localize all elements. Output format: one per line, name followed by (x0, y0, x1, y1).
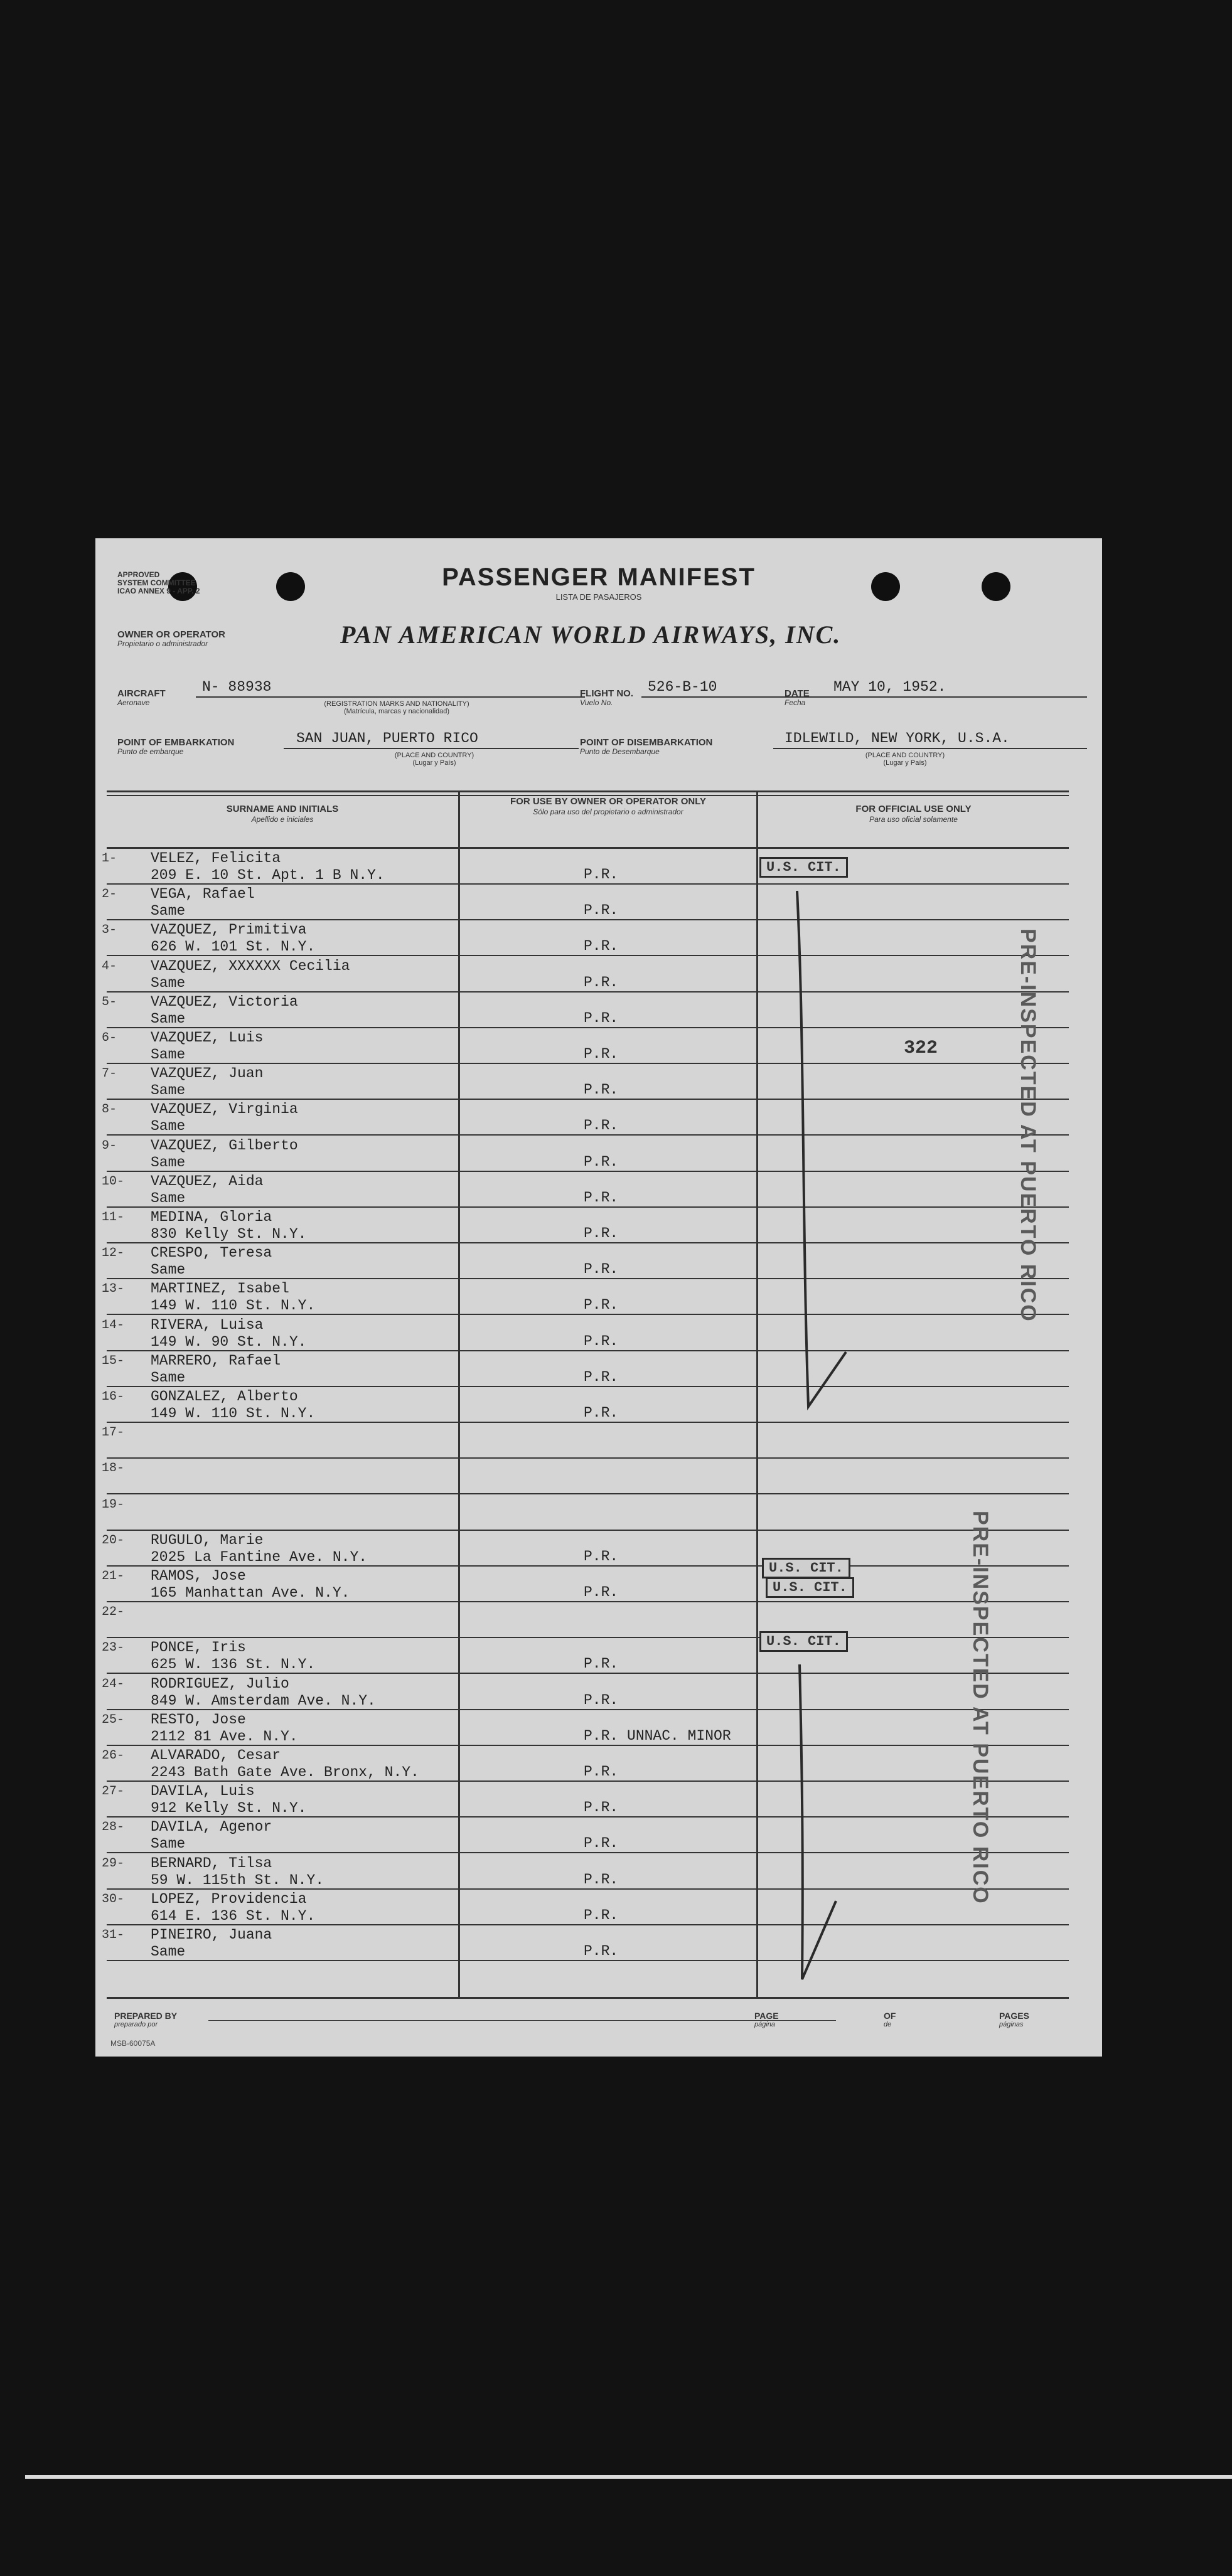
row-number: 4- (102, 959, 117, 974)
passenger-address: Same (151, 1154, 186, 1171)
passenger-name: GONZALEZ, Alberto (151, 1388, 298, 1405)
operator-note: P.R. (584, 1333, 619, 1349)
operator-note: P.R. (584, 1764, 619, 1780)
passenger-address: 149 W. 110 St. N.Y. (151, 1297, 316, 1314)
operator-note: P.R. (584, 1943, 619, 1959)
operator-note: P.R. (584, 1117, 619, 1134)
passenger-name: ALVARADO, Cesar (151, 1747, 281, 1764)
us-citizen-stamp: U.S. CIT. (762, 1558, 850, 1578)
operator-note: P.R. (584, 1656, 619, 1673)
embarkation-label: POINT OF EMBARKATION Punto de embarque (117, 737, 235, 756)
row-number: 21- (102, 1569, 125, 1583)
row-number: 27- (102, 1784, 125, 1799)
manifest-title: PASSENGER MANIFEST (442, 563, 756, 591)
operator-note: P.R. (584, 1082, 619, 1099)
disembarkation-label: POINT OF DISEMBARKATION Punto de Desembarque (580, 737, 713, 756)
flight-value: 526-B-10 (648, 679, 717, 695)
of-label: OF de (884, 2011, 896, 2028)
row-number: 26- (102, 1748, 125, 1763)
row-number: 20- (102, 1533, 125, 1548)
passenger-name: LOPEZ, Providencia (151, 1890, 307, 1907)
row-number: 16- (102, 1390, 125, 1404)
passenger-name: MEDINA, Gloria (151, 1209, 272, 1225)
row-number: 8- (102, 1102, 117, 1117)
airline-name: PAN AMERICAN WORLD AIRWAYS, INC. (340, 620, 842, 649)
column-header-owner: FOR USE BY OWNER OR OPERATOR ONLY Sólo para uso del propietario o administrador (510, 796, 706, 816)
passenger-name: RIVERA, Luisa (151, 1316, 264, 1333)
passenger-name: MARTINEZ, Isabel (151, 1280, 289, 1297)
pencil-bracket (800, 1664, 836, 1979)
row-number: 30- (102, 1892, 125, 1907)
passenger-name: VAZQUEZ, Victoria (151, 993, 298, 1010)
approval-line: ICAO ANNEX 9 - APP. 2 (117, 587, 200, 595)
passenger-name: VAZQUEZ, Primitiva (151, 922, 307, 939)
manifest-page (95, 538, 1102, 2057)
row-number: 13- (102, 1282, 125, 1297)
passenger-address: Same (151, 1944, 186, 1960)
passenger-address: Same (151, 974, 186, 991)
row-number: 5- (102, 994, 117, 1009)
passenger-address: 849 W. Amsterdam Ave. N.Y. (151, 1692, 376, 1709)
passenger-address: Same (151, 1010, 186, 1027)
row-number: 29- (102, 1856, 125, 1871)
operator-note: P.R. (584, 866, 619, 883)
aircraft-label: AIRCRAFT Aeronave (117, 688, 166, 707)
row-number: 12- (102, 1246, 125, 1261)
passenger-address: Same (151, 1369, 186, 1386)
date-underline (823, 696, 1087, 698)
passenger-address: 59 W. 115th St. N.Y. (151, 1871, 324, 1888)
preinspected-stamp: PRE-INSPECTED AT PUERTO RICO (968, 1511, 992, 1905)
operator-note: P.R. (584, 1153, 619, 1170)
passenger-name: VAZQUEZ, Juan (151, 1065, 264, 1082)
row-number: 3- (102, 923, 117, 938)
operator-note: P.R. UNNAC. MINOR (584, 1727, 731, 1744)
operator-note: P.R. (584, 1835, 619, 1852)
pencil-number: 322 (904, 1038, 938, 1059)
passenger-address: 614 E. 136 St. N.Y. (151, 1907, 316, 1924)
column-header-surname: SURNAME AND INITIALS Apellido e iniciales (226, 804, 339, 824)
passenger-name: MARRERO, Rafael (151, 1352, 281, 1369)
row-number: 19- (102, 1497, 125, 1512)
row-number: 17- (102, 1425, 125, 1440)
aircraft-underline (196, 696, 585, 698)
operator-note: P.R. (584, 1405, 619, 1421)
operator-note: P.R. (584, 1297, 619, 1314)
passenger-name: PONCE, Iris (151, 1639, 246, 1656)
row-number: 7- (102, 1067, 117, 1082)
operator-note: P.R. (584, 1907, 619, 1924)
row-number: 1- (102, 851, 117, 866)
passenger-table (102, 790, 1069, 1999)
row-number: 25- (102, 1712, 125, 1727)
operator-note: P.R. (584, 1261, 619, 1278)
pencil-bracket (797, 891, 846, 1407)
disembarkation-place-note: (PLACE AND COUNTRY) (Lugar y País) (865, 752, 945, 767)
passenger-name: VAZQUEZ, Gilberto (151, 1137, 298, 1154)
operator-note: P.R. (584, 1368, 619, 1385)
passenger-address: Same (151, 1262, 186, 1279)
passenger-name: VAZQUEZ, Luis (151, 1030, 264, 1046)
owner-label: OWNER OR OPERATOR Propietario o administrador (117, 629, 225, 648)
prepared-by-label: PREPARED BY preparado por (114, 2011, 178, 2028)
operator-note: P.R. (584, 1225, 619, 1242)
column-header-official: FOR OFFICIAL USE ONLY Para uso oficial solamente (855, 804, 972, 824)
passenger-address: 2112 81 Ave. N.Y. (151, 1728, 298, 1745)
flight-label: FLIGHT NO. Vuelo No. (580, 688, 633, 707)
passenger-address: 625 W. 136 St. N.Y. (151, 1656, 316, 1673)
pages-label: PAGES páginas (999, 2011, 1029, 2028)
passenger-address: Same (151, 1046, 186, 1063)
passenger-name: CRESPO, Teresa (151, 1245, 272, 1262)
row-number: 6- (102, 1031, 117, 1045)
passenger-name: VAZQUEZ, XXXXXX Cecilia (151, 957, 350, 974)
passenger-address: 149 W. 110 St. N.Y. (151, 1405, 316, 1422)
operator-note: P.R. (584, 1584, 619, 1600)
us-citizen-stamp: U.S. CIT. (766, 1577, 854, 1598)
preinspected-stamp: PRE-INSPECTED AT PUERTO RICO (1016, 929, 1040, 1323)
row-number: 11- (102, 1210, 125, 1225)
approval-line: APPROVED (117, 570, 160, 579)
embarkation-place-note: (PLACE AND COUNTRY) (Lugar y País) (394, 752, 474, 767)
operator-note: P.R. (584, 1189, 619, 1206)
row-number: 18- (102, 1461, 125, 1476)
page-label: PAGE página (754, 2011, 779, 2028)
date-value: MAY 10, 1952. (833, 679, 946, 695)
row-number: 28- (102, 1820, 125, 1835)
passenger-address: 149 W. 90 St. N.Y. (151, 1333, 307, 1350)
passenger-address: 912 Kelly St. N.Y. (151, 1800, 307, 1817)
disembarkation-value: IDLEWILD, NEW YORK, U.S.A. (785, 730, 1010, 747)
flight-underline (641, 696, 842, 698)
passenger-name: VAZQUEZ, Virginia (151, 1101, 298, 1118)
operator-note: P.R. (584, 1548, 619, 1565)
passenger-address: 2025 La Fantine Ave. N.Y. (151, 1548, 368, 1565)
operator-note: P.R. (584, 1009, 619, 1026)
passenger-address: 830 Kelly St. N.Y. (151, 1226, 307, 1242)
approval-line: SYSTEM COMMITTEE (117, 578, 196, 587)
passenger-address: 626 W. 101 St. N.Y. (151, 939, 316, 955)
passenger-address: 209 E. 10 St. Apt. 1 B N.Y. (151, 867, 385, 883)
passenger-address: Same (151, 1082, 186, 1099)
registration-note: (REGISTRATION MARKS AND NATIONALITY) (Matrícula, marcas y nacionalidad) (324, 700, 469, 715)
row-number: 31- (102, 1928, 125, 1942)
passenger-name: PINEIRO, Juana (151, 1927, 272, 1943)
form-number: MSB-60075A (110, 2039, 156, 2048)
passenger-address: Same (151, 1836, 186, 1853)
row-number: 9- (102, 1138, 117, 1153)
passenger-name: VAZQUEZ, Aida (151, 1173, 264, 1190)
pencil-check-marks (107, 790, 1069, 1999)
operator-note: P.R. (584, 1799, 619, 1816)
operator-note: P.R. (584, 974, 619, 991)
passenger-name: DAVILA, Agenor (151, 1819, 272, 1836)
operator-note: P.R. (584, 1046, 619, 1062)
aircraft-value: N- 88938 (202, 679, 272, 695)
passenger-address: Same (151, 1118, 186, 1135)
row-number: 23- (102, 1641, 125, 1656)
date-label: DATE Fecha (785, 688, 810, 707)
disembarkation-underline (773, 748, 1087, 749)
operator-note: P.R. (584, 938, 619, 955)
embarkation-underline (284, 748, 579, 749)
operator-note: P.R. (584, 902, 619, 919)
passenger-name: DAVILA, Luis (151, 1783, 255, 1800)
passenger-address: Same (151, 903, 186, 920)
passenger-address: Same (151, 1190, 186, 1206)
passenger-address: 2243 Bath Gate Ave. Bronx, N.Y. (151, 1764, 419, 1780)
operator-note: P.R. (584, 1871, 619, 1888)
row-number: 14- (102, 1317, 125, 1333)
prepared-by-line (208, 2020, 836, 2021)
passenger-name: RUGULO, Marie (151, 1531, 264, 1548)
passenger-name: RESTO, Jose (151, 1711, 246, 1728)
row-number: 2- (102, 887, 117, 902)
manifest-subtitle: LISTA DE PASAJEROS (555, 592, 642, 602)
passenger-name: RAMOS, Jose (151, 1568, 246, 1584)
passenger-name: BERNARD, Tilsa (151, 1855, 272, 1871)
row-number: 22- (102, 1605, 125, 1620)
row-number: 24- (102, 1676, 125, 1691)
passenger-name: VELEZ, Felicita (151, 850, 281, 866)
us-citizen-stamp: U.S. CIT. (759, 1631, 848, 1652)
operator-note: P.R. (584, 1691, 619, 1708)
film-edge-line (25, 2475, 1232, 2479)
passenger-name: RODRIGUEZ, Julio (151, 1675, 289, 1692)
row-number: 10- (102, 1174, 125, 1189)
us-citizen-stamp: U.S. CIT. (759, 857, 848, 878)
embarkation-value: SAN JUAN, PUERTO RICO (296, 730, 478, 747)
row-number: 15- (102, 1353, 125, 1368)
passenger-address: 165 Manhattan Ave. N.Y. (151, 1585, 350, 1601)
passenger-name: VEGA, Rafael (151, 886, 255, 903)
